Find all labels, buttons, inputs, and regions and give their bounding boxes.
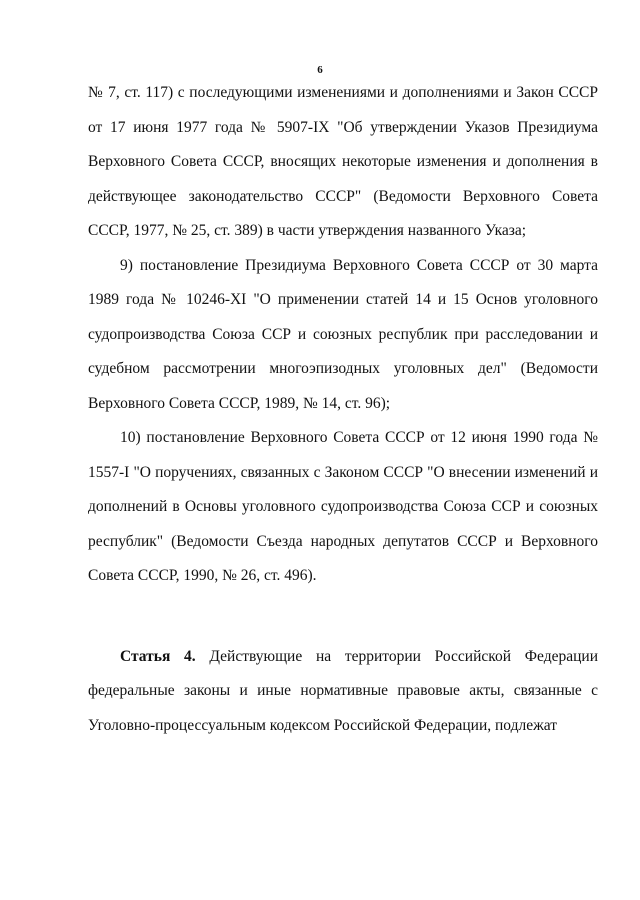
article-4-heading: Статья 4.	[120, 647, 196, 665]
article-4-paragraph	[88, 640, 598, 744]
page-number: 6	[317, 64, 323, 76]
article-4-text: Действующие на территории Российской Федерации федеральные законы и иные нормативные правовые акты, связанные с Уголовно-процессуальным кодексом Российской Федерации, подлежат	[88, 647, 598, 734]
continuation-paragraph: № 7, ст. 117) с последующими изменениями и дополнениями и Закон СССР от 17 июня 1977 года № 5907-IX "Об утверждении Указов Президиума Верховного Совета СССР, вносящих некоторые изменения и дополнения в действующее законодательство СССР" (Ведомости Верховного Совета СССР, 1977, № 25, ст. 389) в части утверждения названного Указа;	[88, 84, 598, 239]
paragraph-gap	[88, 594, 598, 640]
list-item-9: 9) постановление Президиума Верховного Совета СССР от 30 марта 1989 года № 10246-XI "О применении статей 14 и 15 Основ уголовного судопроизводства Союза ССР и союзных республик при расследовании и судебном рассмотрении многоэпизодных уголовных дел" (Ведомости Верховного Совета СССР, 1989, № 14, ст. 96);	[88, 256, 598, 412]
list-item-10: 10) постановление Верховного Совета СССР от 12 июня 1990 года № 1557-I "О поручениях, связанных с Законом СССР "О внесении изменений и дополнений в Основы уголовного судопроизводства Союза ССР и союзных республик" (Ведомости Съезда народных депутатов СССР и Верховного Совета СССР, 1990, № 26, ст. 496).	[88, 429, 598, 584]
document-body	[88, 76, 598, 743]
